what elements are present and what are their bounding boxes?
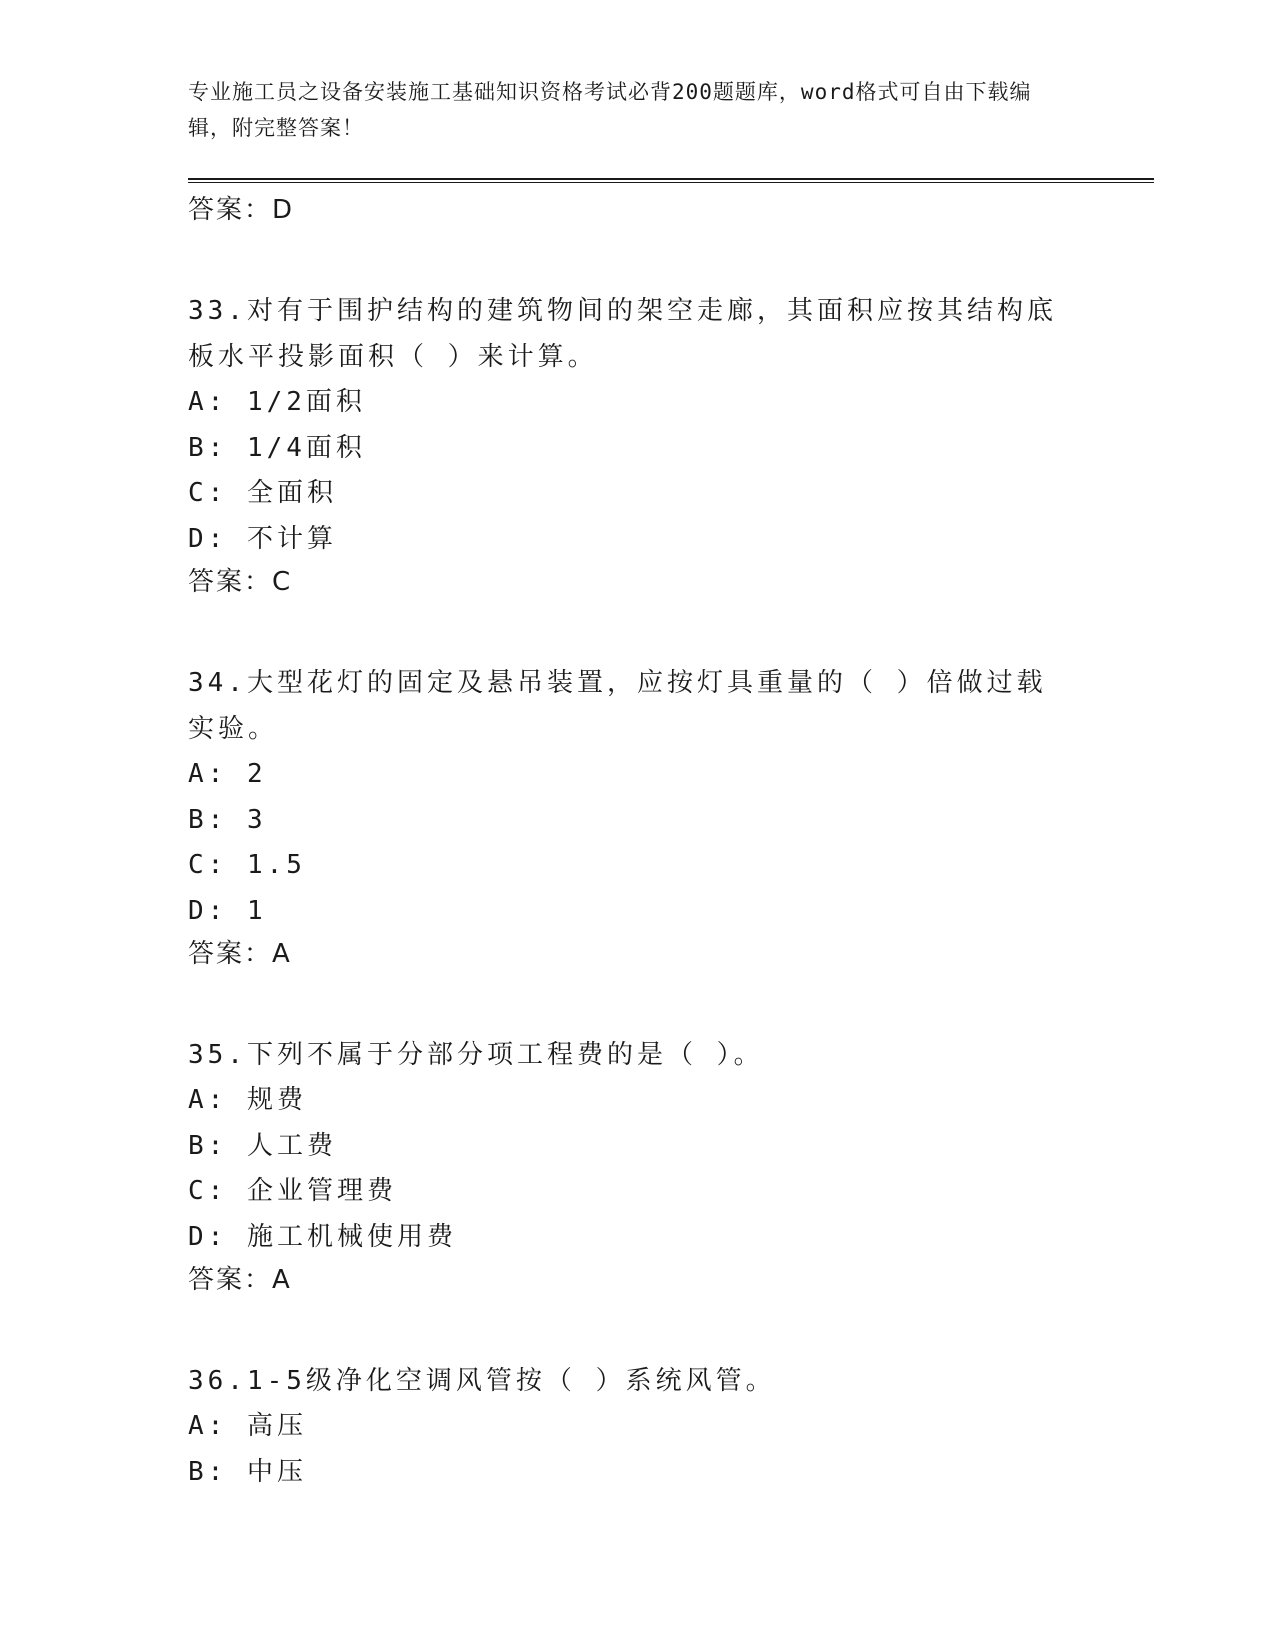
option-a: A: 2 bbox=[188, 759, 267, 789]
option-b: B: 中压 bbox=[188, 1456, 307, 1487]
answer-line: 答案：D bbox=[188, 195, 295, 225]
option-b: B: 人工费 bbox=[188, 1130, 337, 1161]
option-a: A: 规费 bbox=[188, 1085, 307, 1115]
option-d: D: 1 bbox=[188, 895, 267, 926]
option-a: A: 高压 bbox=[188, 1411, 307, 1441]
option-c: C: 企业管理费 bbox=[188, 1176, 397, 1206]
option-d: D: 施工机械使用费 bbox=[188, 1221, 457, 1252]
header-divider bbox=[188, 178, 1154, 183]
document-body bbox=[188, 190, 1068, 1495]
document-header: 专业施工员之设备安装施工基础知识资格考试必背200题题库，word格式可自由下载编辑，附完整答案！ bbox=[188, 80, 1032, 140]
question-text: 36.1-5级净化空调风管按（ ）系统风管。 bbox=[188, 1366, 776, 1396]
question-34 bbox=[188, 660, 1068, 974]
question-text: 35.下列不属于分部分项工程费的是（ ）。 bbox=[188, 1040, 764, 1070]
option-c: C: 全面积 bbox=[188, 478, 337, 508]
option-b: B: 3 bbox=[188, 804, 267, 835]
question-text: 33.对有于围护结构的建筑物间的架空走廊，其面积应按其结构底板水平投影面积（ ）来计算。 bbox=[188, 296, 1057, 372]
option-c: C: 1.5 bbox=[188, 850, 306, 880]
question-35 bbox=[188, 1032, 1068, 1300]
option-d: D: 不计算 bbox=[188, 523, 337, 554]
answer-line: 答案：A bbox=[188, 1265, 292, 1295]
answer-line: 答案：A bbox=[188, 939, 292, 969]
question-33 bbox=[188, 288, 1068, 602]
option-a: A: 1/2面积 bbox=[188, 387, 366, 417]
option-b: B: 1/4面积 bbox=[188, 432, 366, 463]
question-text: 34.大型花灯的固定及悬吊装置，应按灯具重量的（ ）倍做过载实验。 bbox=[188, 668, 1047, 744]
answer-line: 答案：C bbox=[188, 567, 293, 597]
question-36 bbox=[188, 1358, 1068, 1495]
